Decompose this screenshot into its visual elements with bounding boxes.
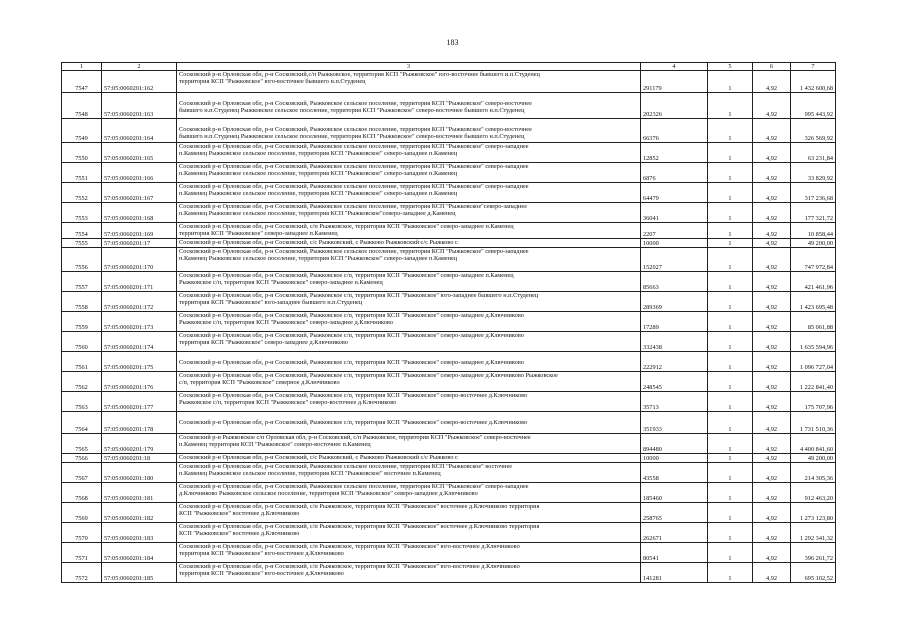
address-line: территория КСП "Рыжковское" юго-восточнее д.Ключниково [179,550,344,558]
table-row [62,312,836,332]
value-cell: 177 321,72 [791,203,836,223]
column-5-cell: 1 [708,332,753,352]
rate-cell: 4,92 [753,163,791,183]
area-cell: 6876 [641,163,708,183]
table-row [62,248,836,272]
table-row [62,143,836,163]
address-cell [177,163,641,183]
table-row [62,392,836,412]
column-5-cell: 1 [708,543,753,563]
row-number-cell: 7557 [62,272,102,292]
area-cell: 66376 [641,119,708,143]
table-row [62,463,836,483]
value-cell: 1 731 510,36 [791,412,836,434]
area-cell: 258765 [641,503,708,523]
value-cell: 1 423 695,48 [791,292,836,312]
column-header-2: 2 [102,63,177,71]
address-line: с/п, территория КСП "Рыжковское" северное д.Ключниково [179,379,340,387]
cadastral-number-cell: 57:05:0060201:168 [102,203,177,223]
cadastral-number-cell: 57:05:0060201:180 [102,463,177,483]
column-5-cell: 1 [708,292,753,312]
row-number-cell: 7559 [62,312,102,332]
column-5-cell: 1 [708,93,753,119]
land-plots-table [61,62,836,583]
address-line: Сосковский р-н Рыжковское с/п Орловская обл, р-н Сосковский, с/п Рыжковское, территория КСП "Рыжковское" северо-восточнее [179,434,531,442]
rate-cell: 4,92 [753,292,791,312]
row-number-cell: 7571 [62,543,102,563]
table-row [62,292,836,312]
row-number-cell: 7569 [62,503,102,523]
address-line: Сосковский р-н Орловская обл, р-н Сосковский, Рыжковское сельское поселение, территория КСП "Рыжковское" восточнее [179,463,513,471]
value-cell: 49 200,00 [791,239,836,248]
address-cell [177,203,641,223]
address-line: Сосковский р-н Орловская обл, р-н Сосковский, Рыжковское сельское поселение, территория КСП "Рыжковское" северо-восточнее [179,126,532,134]
column-5-cell: 1 [708,163,753,183]
address-line: КСП "Рыжковское" восточнее д.Ключниково [179,530,300,538]
row-number-cell: 7562 [62,372,102,392]
value-cell: 49 200,00 [791,454,836,463]
address-line: Сосковский р-н Орловская обл, р-н Сосковский,с/п Рыжковское, территория КСП "Рыжковское" юго-восточнее бывшего и.п.Студенец [179,71,540,79]
address-cell [177,503,641,523]
area-cell: 291179 [641,71,708,93]
rate-cell: 4,92 [753,143,791,163]
value-cell: 317 236,68 [791,183,836,203]
row-number-cell: 7555 [62,239,102,248]
address-line: Сосковский р-н Орловская обл, р-н Сосковский, с/п Рыжковское, территория КСП "Рыжковское" восточнее д.Ключниково территория [179,503,540,511]
column-header-1: 1 [62,63,102,71]
area-cell: 222912 [641,352,708,372]
value-cell: 1 292 341,32 [791,523,836,543]
cadastral-number-cell: 57:05:0060201:166 [102,163,177,183]
address-line: п.Каменец Рыжковское сельское поселение, территория КСП "Рыжковское"северо-западнее д.Каменец [179,210,456,218]
area-cell: 80541 [641,543,708,563]
address-cell [177,143,641,163]
table-row [62,523,836,543]
cadastral-number-cell: 57:05:0060201:177 [102,392,177,412]
column-5-cell: 1 [708,203,753,223]
table-row [62,454,836,463]
column-5-cell: 1 [708,454,753,463]
rate-cell: 4,92 [753,392,791,412]
cadastral-number-cell: 57:05:0060201:181 [102,483,177,503]
row-number-cell: 7564 [62,412,102,434]
value-cell: 747 972,84 [791,248,836,272]
column-5-cell: 1 [708,523,753,543]
row-number-cell: 7556 [62,248,102,272]
table-row [62,332,836,352]
row-number-cell: 7554 [62,223,102,239]
cadastral-number-cell: 57:05:0060201:169 [102,223,177,239]
rate-cell: 4,92 [753,523,791,543]
rate-cell: 4,92 [753,223,791,239]
rate-cell: 4,92 [753,352,791,372]
column-5-cell: 1 [708,483,753,503]
value-cell: 326 569,92 [791,119,836,143]
row-number-cell: 7560 [62,332,102,352]
column-5-cell: 1 [708,392,753,412]
address-cell [177,292,641,312]
cadastral-number-cell: 57:05:0060201:165 [102,143,177,163]
rate-cell: 4,92 [753,543,791,563]
value-cell: 1 273 123,80 [791,503,836,523]
table-row [62,434,836,454]
address-line: Сосковский р-н Орловская обл, р-н Сосковский, с/п Рыжковское, территория КСП "Рыжковское" восточнее д.Ключниково территория [179,523,540,531]
table-row [62,93,836,119]
address-line: Сосковский р-н Орловская обл, р-н Сосковский, Рыжковское с/п, территория КСП "Рыжковское" северо-западнее п.Каменец [179,272,514,280]
page-number: 183 [446,38,459,47]
address-cell [177,272,641,292]
value-cell: 912 463,20 [791,483,836,503]
address-line: Сосковский р-н Орловская обл, р-н Сосковский, Рыжковское сельское поселение, территория КСП "Рыжковское" северо-западнее [179,163,529,171]
cadastral-number-cell: 57:05:0060201:176 [102,372,177,392]
row-number-cell: 7553 [62,203,102,223]
row-number-cell: 7551 [62,163,102,183]
address-line: Сосковский р-н Орловская обл, р-н Сосковский, Рыжковское сельское поселение, территория КСП "Рыжковское" северо-западнее [179,483,529,491]
table-body [62,71,836,583]
area-cell: 351933 [641,412,708,434]
area-cell: 332438 [641,332,708,352]
table-row [62,71,836,93]
address-line: Сосковский р-н Орловская обл, р-н Сосковский, Рыжковское сельское поселение, территория КСП "Рыжковское" северо-западнее [179,183,529,191]
column-5-cell: 1 [708,119,753,143]
address-line: п.Каменец Рыжковское сельское поселение, территория КСП "Рыжковское" восточнее п.Каменец [179,470,441,478]
rate-cell: 4,92 [753,119,791,143]
table-row [62,183,836,203]
row-number-cell: 7549 [62,119,102,143]
column-5-cell: 1 [708,563,753,583]
value-cell: 4 400 841,60 [791,434,836,454]
area-cell: 17289 [641,312,708,332]
table-row [62,372,836,392]
area-cell: 10000 [641,239,708,248]
address-cell [177,332,641,352]
address-line: территория КСП "Рыжковское" юго-восточнее д.Ключниково [179,570,344,578]
address-line: п.Каменец территория КСП "Рыжковское" северо-восточнее п.Каменец [179,441,371,449]
row-number-cell: 7572 [62,563,102,583]
address-line: п.Каменец Рыжковское сельское поселение, территория КСП "Рыжковское" северо-западнее п.Каменец [179,255,458,263]
cadastral-number-cell: 57:05:0060201:171 [102,272,177,292]
address-line: п.Каменец Рыжковское сельское поселение, территория КСП "Рыжковское" северо-западнее п.Каменец [179,190,458,198]
address-line: Сосковский р-н Орловская обл, р-н Сосковский, Рыжковское с/п, территория КСП "Рыжковское" северо-восточнее д.Ключниково [179,392,528,400]
column-5-cell: 1 [708,352,753,372]
address-line: п.Каменец Рыжковское сельское поселение, территория КСП "Рыжковское" северо-западнее п.Каменец [179,150,458,158]
value-cell: 10 858,44 [791,223,836,239]
area-cell: 64479 [641,183,708,203]
area-cell: 152027 [641,248,708,272]
area-cell: 10000 [641,454,708,463]
address-cell [177,372,641,392]
area-cell: 202326 [641,93,708,119]
rate-cell: 4,92 [753,563,791,583]
value-cell: 85 061,88 [791,312,836,332]
column-header-5: 5 [708,63,753,71]
cadastral-number-cell: 57:05:0060201:179 [102,434,177,454]
value-cell: 175 707,96 [791,392,836,412]
address-line [179,119,638,126]
address-cell [177,483,641,503]
address-line: бывшего н.п.Студенец Рыжковское сельское поселение, территория КСП "Рыжковское" северо-восточнее бывшего н.п.Студенец [179,107,525,115]
address-line: Сосковский р-н Орловская обл, р-н Сосковский, Рыжковское с/п, территория КСП "Рыжковское" северо-западнее д.Ключниково [179,359,524,367]
row-number-cell: 7547 [62,71,102,93]
value-cell: 396 261,72 [791,543,836,563]
column-5-cell: 1 [708,312,753,332]
area-cell: 248545 [641,372,708,392]
address-cell [177,71,641,93]
address-cell [177,239,641,248]
row-number-cell: 7566 [62,454,102,463]
rate-cell: 4,92 [753,454,791,463]
table-row [62,503,836,523]
header-row [62,63,836,71]
table-row [62,239,836,248]
address-cell [177,434,641,454]
rate-cell: 4,92 [753,183,791,203]
address-line [179,93,638,100]
address-cell [177,543,641,563]
column-5-cell: 1 [708,503,753,523]
column-5-cell: 1 [708,239,753,248]
table-row [62,483,836,503]
rate-cell: 4,92 [753,463,791,483]
address-line [179,412,638,419]
address-line: Рыжковское с/п, территория КСП "Рыжковское" северо-западнее п.Каменец [179,279,383,287]
column-5-cell: 1 [708,223,753,239]
area-cell: 2207 [641,223,708,239]
rate-cell: 4,92 [753,248,791,272]
address-cell [177,183,641,203]
address-line: Сосковский р-н Орловская обл, р-н Сосковский, Рыжковское сельское поселение, территория КСП "Рыжковское" северо-западнее [179,248,529,256]
area-cell: 262671 [641,523,708,543]
area-cell: 43558 [641,463,708,483]
address-line: Сосковский р-н Орловская обл, р-н Сосковский, Рыжковское с/п, территория КСП "Рыжковское" северо-западнее д.Ключниково [179,332,524,340]
address-cell [177,454,641,463]
address-line: бывшего н.п.Студенец Рыжковское сельское поселение, территория КСП "Рыжковское" северо-восточнее бывшего н.п.Студенец [179,133,525,141]
address-line: Рыжковское с/п, территория КСП "Рыжковское" северо-восточнее д.Ключниково [179,399,397,407]
address-cell [177,563,641,583]
rate-cell: 4,92 [753,503,791,523]
value-cell: 1 096 727,04 [791,352,836,372]
table-row [62,119,836,143]
cadastral-number-cell: 57:05:0060201:183 [102,523,177,543]
column-5-cell: 1 [708,372,753,392]
address-line: Сосковский р-н Орловская обл, р-н Сосковский, Рыжковское с/п, территория КСП "Рыжковское" северо-западнее д.Ключниково Рыжковское [179,372,558,380]
address-line: Сосковский р-н Орловская обл, р-н Сосковский, с/с Рыжковский, с Рыжково Рыжковский с/с Рыжково с [179,239,458,247]
address-line: Сосковский р-н Орловская обл, р-н Сосковский, Рыжковское с/п, территория КСП "Рыжковское" северо-восточнее д.Ключниково [179,419,528,427]
area-cell: 289369 [641,292,708,312]
value-cell: 695 102,52 [791,563,836,583]
cadastral-number-cell: 57:05:0060201:167 [102,183,177,203]
rate-cell: 4,92 [753,71,791,93]
row-number-cell: 7550 [62,143,102,163]
value-cell: 214 305,36 [791,463,836,483]
address-line: Сосковский р-н Орловская обл, р-н Сосковский, Рыжковское сельское поселение, территория КСП "Рыжковское" северо-западнее [179,143,529,151]
area-cell: 141281 [641,563,708,583]
cadastral-number-cell: 57:05:0060201:173 [102,312,177,332]
column-5-cell: 1 [708,434,753,454]
row-number-cell: 7568 [62,483,102,503]
table-row [62,543,836,563]
address-line: КСП "Рыжковское" восточнее д.Ключниково [179,510,300,518]
address-cell [177,463,641,483]
row-number-cell: 7570 [62,523,102,543]
address-line: Сосковский р-н Орловская обл, р-н Сосковский, Рыжковское с/п, территория КСП "Рыжковское" северо-западнее д.Ключниково [179,312,524,320]
cadastral-number-cell: 57:05:0060201:184 [102,543,177,563]
column-header-3: 3 [177,63,641,71]
row-number-cell: 7552 [62,183,102,203]
value-cell: 1 432 600,68 [791,71,836,93]
column-header-4: 4 [641,63,708,71]
address-line: д.Ключниково Рыжковское сельское поселение, территория КСП "Рыжковское" северо-западнее д.Ключниково [179,490,478,498]
column-5-cell: 1 [708,412,753,434]
address-cell [177,523,641,543]
area-cell: 85663 [641,272,708,292]
table-row [62,223,836,239]
column-header-6: 6 [753,63,791,71]
row-number-cell: 7548 [62,93,102,119]
value-cell: 33 829,92 [791,163,836,183]
address-cell [177,392,641,412]
column-5-cell: 1 [708,463,753,483]
address-line: территория КСП "Рыжковское" северо-западнее д.Ключниково [179,339,348,347]
cadastral-number-cell: 57:05:0060201:164 [102,119,177,143]
cadastral-number-cell: 57:05:0060201:170 [102,248,177,272]
address-line: Сосковский р-н Орловская обл, р-н Сосковский, Рыжковское сельское поселение, территория КСП "Рыжковское" северо-восточнее [179,100,532,108]
value-cell: 995 443,92 [791,93,836,119]
address-cell [177,119,641,143]
value-cell: 1 635 594,96 [791,332,836,352]
rate-cell: 4,92 [753,412,791,434]
area-cell: 12852 [641,143,708,163]
value-cell: 63 231,84 [791,143,836,163]
column-5-cell: 1 [708,183,753,203]
cadastral-number-cell: 57:05:0060201:17 [102,239,177,248]
cadastral-number-cell: 57:05:0060201:185 [102,563,177,583]
address-line: Рыжковское с/п, территория КСП "Рыжковское" северо-западнее д.Ключниково [179,319,394,327]
rate-cell: 4,92 [753,483,791,503]
cadastral-number-cell: 57:05:0060201:175 [102,352,177,372]
row-number-cell: 7565 [62,434,102,454]
rate-cell: 4,92 [753,372,791,392]
address-line [179,352,638,359]
column-header-7: 7 [791,63,836,71]
address-line: территория КСП "Рыжковское" юго-восточнее бывшего н.п.Студенец [179,78,366,86]
row-number-cell: 7567 [62,463,102,483]
address-cell [177,412,641,434]
cadastral-number-cell: 57:05:0060201:182 [102,503,177,523]
address-line: территория КСП "Рыжковское" юго-западнее бывшего н.п.Студенец [179,299,363,307]
column-5-cell: 1 [708,143,753,163]
rate-cell: 4,92 [753,272,791,292]
address-line: Сосковский р-н Орловская обл, р-н Сосковский, Рыжковское сельское поселение, территория КСП "Рыжковское"северо-западнее [179,203,528,211]
address-cell [177,93,641,119]
area-cell: 36041 [641,203,708,223]
area-cell: 894480 [641,434,708,454]
cadastral-number-cell: 57:05:0060201:18 [102,454,177,463]
rate-cell: 4,92 [753,312,791,332]
address-cell [177,352,641,372]
address-line: Сосковский р-н Орловская обл, р-н Сосковский, с/п Рыжковское, территория КСП "Рыжковское" юго-восточнее д.Ключниково [179,563,520,571]
value-cell: 421 461,96 [791,272,836,292]
area-cell: 185460 [641,483,708,503]
address-line: Сосковский р-н Орловская обл, р-н Сосковский, с/п Рыжковское, территория КСП "Рыжковское" юго-восточнее д.Ключниково [179,543,520,551]
address-cell [177,312,641,332]
row-number-cell: 7563 [62,392,102,412]
table-row [62,412,836,434]
row-number-cell: 7561 [62,352,102,372]
cadastral-number-cell: 57:05:0060201:178 [102,412,177,434]
table-row [62,163,836,183]
table-row [62,563,836,583]
row-number-cell: 7558 [62,292,102,312]
rate-cell: 4,92 [753,93,791,119]
address-line: Сосковский р-н Орловская обл, р-н Сосковский, с/с Рыжковский, с Рыжково Рыжковский с/с Рыжково с [179,454,458,462]
cadastral-number-cell: 57:05:0060201:163 [102,93,177,119]
value-cell: 1 222 841,40 [791,372,836,392]
column-5-cell: 1 [708,248,753,272]
address-line: территория КСП "Рыжковское" северо-западнее п.Каменец [179,230,338,238]
rate-cell: 4,92 [753,434,791,454]
rate-cell: 4,92 [753,239,791,248]
rate-cell: 4,92 [753,332,791,352]
address-line: п.Каменец Рыжковское сельское поселение, территория КСП "Рыжковское" северо-западнее п.Каменец [179,170,458,178]
address-line: Сосковский р-н Орловская обл, р-н Сосковский, Рыжковское с/п, территория КСП "Рыжковское" юго-западнее бывшего н.п.Студенец [179,292,539,300]
column-5-cell: 1 [708,71,753,93]
cadastral-number-cell: 57:05:0060201:162 [102,71,177,93]
cadastral-number-cell: 57:05:0060201:174 [102,332,177,352]
address-cell [177,248,641,272]
address-line: Сосковский р-н Орловская обл, р-н Сосковский, с/п Рыжковское, территория КСП "Рыжковское" северо-западнее п.Каменец [179,223,514,231]
table-row [62,203,836,223]
area-cell: 35713 [641,392,708,412]
column-5-cell: 1 [708,272,753,292]
cadastral-number-cell: 57:05:0060201:172 [102,292,177,312]
table-row [62,352,836,372]
address-cell [177,223,641,239]
table-row [62,272,836,292]
rate-cell: 4,92 [753,203,791,223]
